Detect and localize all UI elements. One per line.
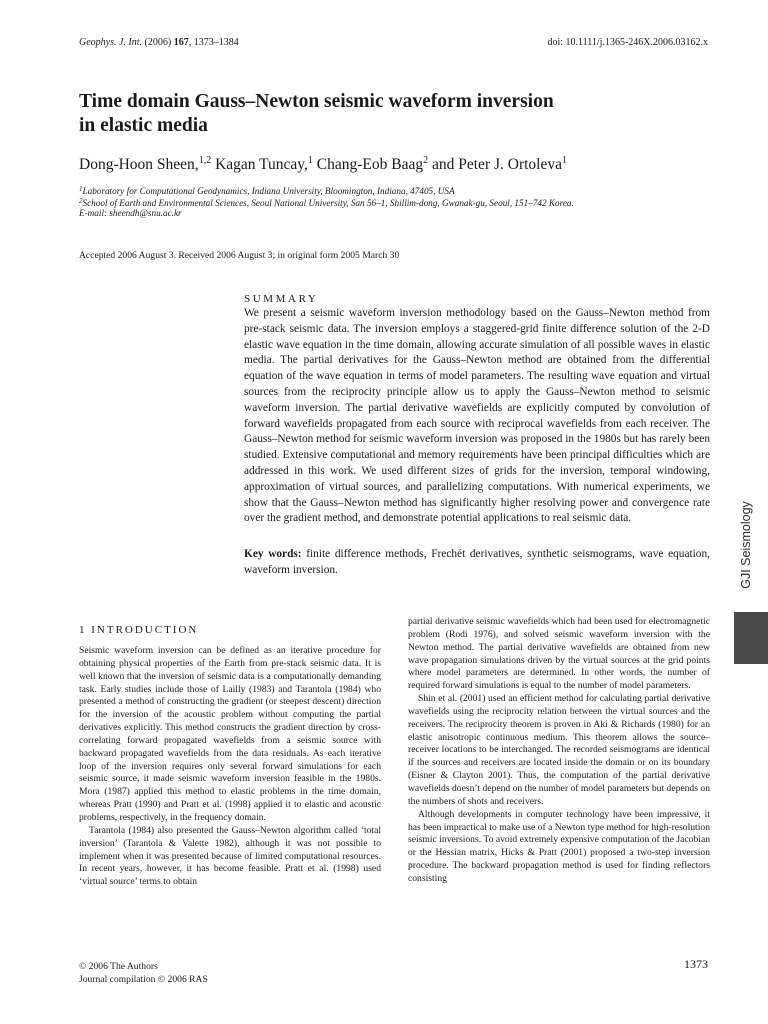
copyright-line-1: © 2006 The Authors: [79, 961, 158, 972]
paragraph: Tarantola (1984) also presented the Gauss–Newton algorithm called ‘total inversion’ (Tarantola & Valette 1982), although it was not possible to implement when it was presented because of limited computational resources. In recent years, however, it has become feasible. Pratt et al. (1998) used ‘virtual source’ terms to obtain: [79, 824, 381, 888]
page-number: 1373: [684, 957, 708, 971]
section-heading-introduction: 1 INTRODUCTION: [79, 624, 199, 636]
author-1: Dong-Hoon Sheen,: [79, 156, 199, 173]
doi[interactable]: doi: 10.1111/j.1365-246X.2006.03162.x: [547, 37, 708, 48]
keywords: [244, 547, 710, 579]
summary-text: We present a seismic waveform inversion methodology based on the Gauss–Newton method from pre-stack seismic data. The inversion employs a staggered-grid finite difference solution of the 2-D elastic wave equation in the time domain, allowing accurate simulation of all possible waves in elastic media. The partial derivatives for the Gauss–Newton method are obtained from the differential equation of the wave equation in terms of model parameters. The resulting wave equation and virtual sources from the reciprocity principle allow us to apply the Gauss–Newton method to seismic waveform inversion. The partial derivative wavefields are explicitly computed by convolution of forward wavefields propagated from each source with reciprocal wavefields from each receiver. The Gauss–Newton method for seismic waveform inversion was proposed in the 1980s but has rarely been studied. Extensive computational and memory requirements have been principal difficulties which are addressed in this work. We used different sizes of grids for the inversion, temporal windowing, approximation of virtual sources, and parallelizing computations. With numerical experiments, we show that the Gauss–Newton method has significantly higher resolving power and convergence rate over the gradient method, and demonstrate potential applications to real seismic data.: [244, 307, 710, 525]
journal-year: (2006): [144, 37, 172, 48]
journal-volume: 167: [173, 37, 189, 48]
paragraph: Seismic waveform inversion can be defined as an iterative procedure for obtaining physical properties of the Earth from pre-stack seismic data. It is well known that the inversion of seismic data is a computationally demanding task. Early studies include those of Lailly (1983) and Tarantola (1984) who presented a method of constructing the gradient (or steepest descent) direction for the inversion of the acoustic problem without computing the partial derivatives explicitly. This method constructs the gradient direction by cross-correlating forward propagated wavefields from a seismic source with backward propagated wavefields from the data residuals. As each iterative loop of the inversion requires only several forward simulations for each seismic source, it made seismic waveform inversion feasible in the 1980s. Mora (1987) applied this method to elastic problems in the time domain, whereas Pratt (1990) and Pratt et al. (1998) applied it to elastic and acoustic problems, respectively, in the frequency domain.: [79, 645, 381, 823]
affiliation-2-marker: 2: [79, 197, 83, 205]
title-line-2: in elastic media: [79, 115, 208, 136]
author-3-affil: 2: [423, 155, 429, 166]
affiliation-1-marker: 1: [79, 185, 83, 193]
contact-email[interactable]: E-mail: sheendh@snu.ac.kr: [79, 208, 182, 218]
side-label-text: GJI Seismology: [739, 501, 753, 589]
journal-pages: , 1373–1384: [188, 37, 239, 48]
affiliation-2-text: School of Earth and Environmental Sciences, Seoul National University, San 56–1, Shillim-dong, Gwanak-gu, Seoul, 151–742 Korea.: [82, 198, 574, 208]
section-side-label: [738, 490, 754, 600]
copyright-line-2: Journal compilation © 2006 RAS: [79, 973, 208, 985]
article-title: [79, 90, 679, 138]
keywords-label: Key words:: [244, 548, 302, 560]
summary-heading: SUMMARY: [244, 293, 319, 305]
author-2: Kagan Tuncay,: [211, 156, 308, 173]
keywords-list: finite difference methods, Frechét derivatives, synthetic seismograms, wave equation, waveform inversion.: [244, 548, 710, 576]
paragraph: Shin et al. (2001) used an efficient method for calculating partial derivative wavefields using the reciprocity relation between the virtual sources and the receivers. The reciprocity theorem is proven in Aki & Richards (1980) for an elastic anisotropic continuous medium. This theorem allows the source–receiver locations to be interchanged. The recorded seismograms are identical if the sources and receivers are located inside the domain or on its boundary (Eisner & Clayton 2001). Thus, the computation of the partial derivative wavefields doesn’t depend on the number of model parameters but depends on the numbers of shots and receivers.: [408, 693, 710, 807]
title-line-1: Time domain Gauss–Newton seismic waveform inversion: [79, 91, 554, 112]
copyright-footer: [79, 961, 208, 986]
body-column-left: [79, 645, 381, 889]
paragraph: Although developments in computer technology have been impressive, it has been impractical to make use of a Newton type method for high-resolution seismic inversions. To avoid extremely expensive computation of the Jacobian or the Hessian matrix, Hicks & Pratt (2001) proposed a two-step inversion procedure. The backward propagation method is used for finding reflectors consisting: [408, 808, 710, 884]
section-side-tab: [734, 612, 768, 664]
author-4-affil: 1: [562, 155, 567, 166]
author-list: [79, 155, 567, 174]
author-4: and Peter J. Ortoleva: [428, 156, 562, 173]
author-3: Chang-Eob Baag: [312, 156, 424, 173]
author-2-affil: 1: [307, 155, 313, 166]
affiliation-1-text: Laboratory for Computational Geodynamics, Indiana University, Bloomington, Indiana, 47405, USA: [82, 186, 455, 196]
running-header-citation: [79, 37, 239, 48]
journal-name: Geophys. J. Int.: [79, 37, 143, 48]
received-dates: Accepted 2006 August 3. Received 2006 August 3; in original form 2005 March 30: [79, 250, 400, 261]
body-column-right: [408, 616, 710, 886]
author-1-affil: 1,2: [198, 155, 212, 166]
paragraph: partial derivative seismic wavefields which had been used for electromagnetic problem (Rodi 1976), and solved seismic waveform inversion with the Newton method. The partial derivative wavefields are obtained from new wave propagation simulations driven by the virtual sources at the grid points where model parameters are determined. In other words, the number of required forward simulations is equal to the number of model parameters.: [408, 616, 710, 692]
